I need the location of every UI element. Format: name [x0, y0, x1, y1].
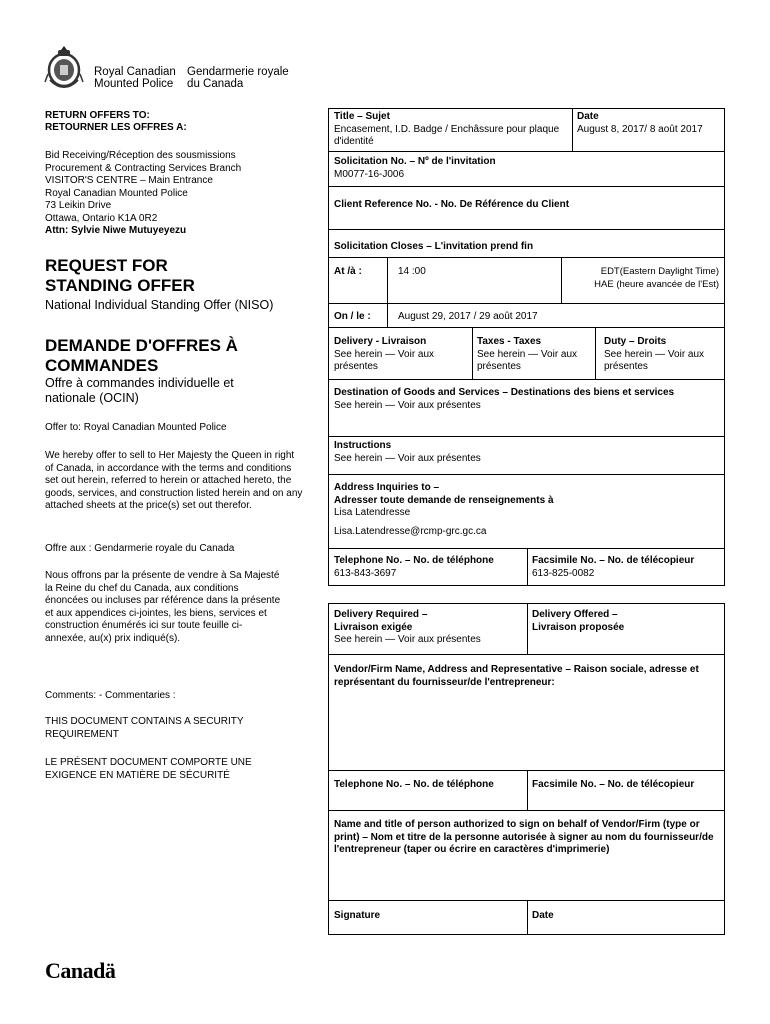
timezone-fr: HAE (heure avancée de l'Est) [594, 278, 719, 290]
inquiries-field [329, 480, 724, 540]
org-fr-line2: du Canada [187, 78, 244, 90]
delivery-offered-label-en: Delivery Offered – [532, 609, 618, 620]
attention-line: Attn: Sylvie Niwe Mutuyeyezu [45, 225, 187, 236]
delivery-offered-field[interactable] [527, 607, 725, 636]
at-time-value: 14 :00 [398, 266, 426, 277]
signature-block [328, 810, 725, 935]
duty-label: Duty – Droits [604, 336, 667, 347]
return-offers-fr: RETOURNER LES OFFRES A: [45, 122, 187, 133]
delivery-required-field [329, 607, 527, 649]
timezone [569, 264, 724, 293]
solicitation-closes-label: Solicitation Closes – L'invitation prend fin [334, 241, 534, 252]
date-value: August 8, 2017/ 8 août 2017 [577, 123, 703, 135]
destination-field [329, 385, 724, 414]
security-notice-fr: LE PRÉSENT DOCUMENT COMPORTE UNE EXIGENCE EN MATIÈRE DE SÉCURITÉ [45, 757, 252, 781]
on-label: On / le : [334, 311, 371, 322]
address-line: Ottawa, Ontario K1A 0R2 [45, 212, 158, 224]
solicitation-block [328, 108, 725, 258]
contact-block [328, 436, 725, 586]
telephone-value: 613-843-3697 [334, 567, 397, 579]
solicitation-number-value: M0077-16-J006 [334, 168, 405, 180]
instructions-value: See herein — Voir aux présentes [334, 452, 481, 464]
request-title [45, 256, 303, 296]
instructions-field [329, 438, 724, 467]
canada-wordmark: Canadä [45, 958, 116, 983]
taxes-field [472, 334, 595, 376]
demande-title [45, 336, 303, 376]
delivery-offered-label-fr: Livraison proposée [532, 621, 625, 633]
telephone-field [329, 553, 527, 582]
duty-field [599, 334, 724, 376]
inquiries-label-fr: Adresser toute demande de renseignements à [334, 494, 554, 506]
offer-to-en: Offer to: Royal Canadian Mounted Police [45, 422, 227, 433]
security-notice-en: THIS DOCUMENT CONTAINS A SECURITY REQUIREMENT [45, 716, 244, 740]
delivery-field [329, 334, 472, 376]
address-line: Royal Canadian Mounted Police [45, 187, 188, 199]
return-address [45, 150, 303, 238]
instructions-label: Instructions [334, 440, 392, 451]
at-label: At /à : [334, 266, 362, 277]
fax-label: Facsimile No. – No. de télécopieur [532, 555, 695, 566]
vendor-name-field[interactable]: Vendor/Firm Name, Address and Representative – Raison sociale, adresse et représentant du fournisseur/de l'entrepreneur: [334, 664, 699, 688]
demande-title-line2: COMMANDES [45, 356, 159, 375]
comments-label: Comments: - Commentaries : [45, 690, 176, 701]
rcmp-crest-icon [44, 44, 84, 90]
solicitation-number-label: Solicitation No. – Nº de l'invitation [334, 156, 496, 167]
client-reference-label: Client Reference No. - No. De Référence du Client [334, 199, 570, 210]
address-line: VISITOR'S CENTRE – Main Entrance [45, 175, 213, 186]
delivery-required-value: See herein — Voir aux présentes [334, 634, 481, 645]
offer-to-fr: Offre aux : Gendarmerie royale du Canada [45, 543, 235, 554]
destination-value: See herein — Voir aux présentes [334, 399, 481, 411]
authorized-person-field[interactable]: Name and title of person authorized to sign on behalf of Vendor/Firm (type or print) – Nom et titre de la personne autorisée à signer au nom du fournisseur/de l'entrepreneur (taper ou écrire en caractères d'imprimerie) [334, 819, 714, 855]
request-title-line2: STANDING OFFER [45, 276, 195, 295]
offer-text-en: We hereby offer to sell to Her Majesty the Queen in right of Canada, in accordance with the terms and conditions set out herein, referred to herein or attached hereto, the goods, services, and construction listed herein and on any attached sheets at the price(s) set out therefor. [45, 450, 303, 511]
duty-value: See herein — Voir aux présentes [604, 348, 705, 372]
inquiries-email: Lisa.Latendresse@rcmp-grc.gc.ca [334, 525, 487, 537]
signature-date-field[interactable]: Date [532, 910, 554, 921]
delivery-value: See herein — Voir aux présentes [334, 348, 435, 372]
fax-field [527, 553, 725, 582]
vendor-fax-field[interactable]: Facsimile No. – No. de télécopieur [532, 779, 695, 790]
title-label: Title – Sujet [334, 111, 390, 122]
telephone-label: Telephone No. – No. de téléphone [334, 555, 494, 566]
date-label: Date [577, 111, 599, 122]
delivery-label: Delivery - Livraison [334, 336, 427, 347]
signature-field[interactable]: Signature [334, 910, 381, 921]
org-fr-line1: Gendarmerie royale [187, 66, 289, 78]
address-line: Procurement & Contracting Services Branch [45, 162, 242, 174]
taxes-value: See herein — Voir aux présentes [477, 348, 578, 372]
on-date-value: August 29, 2017 / 29 août 2017 [398, 311, 538, 322]
title-field [329, 109, 572, 151]
address-line: Bid Receiving/Réception des sousmissions [45, 150, 236, 161]
delivery-required-label-fr: Livraison exigée [334, 621, 413, 633]
return-offers-en: RETURN OFFERS TO: [45, 110, 150, 121]
demande-title-line1: DEMANDE D'OFFRES À [45, 336, 238, 355]
title-value: Encasement, I.D. Badge / Enchâssure pour plaque d'identité [334, 123, 560, 147]
closing-delivery-block [328, 257, 725, 437]
address-line: 73 Leikin Drive [45, 200, 112, 211]
taxes-label: Taxes - Taxes [477, 336, 542, 347]
org-en-line2: Mounted Police [94, 78, 174, 90]
request-subtitle: National Individual Standing Offer (NISO) [45, 298, 274, 312]
request-title-line1: REQUEST FOR [45, 256, 168, 275]
solicitation-number-field [329, 154, 724, 183]
vendor-block [328, 603, 725, 811]
demande-subtitle: Offre à commandes individuelle et nationale (OCIN) [45, 376, 234, 405]
delivery-required-label-en: Delivery Required – [334, 609, 428, 620]
vendor-telephone-field[interactable]: Telephone No. – No. de téléphone [334, 779, 494, 790]
date-field [572, 109, 724, 138]
timezone-en: EDT(Eastern Daylight Time) [600, 266, 719, 277]
fax-value: 613-825-0082 [532, 567, 595, 579]
inquiries-name: Lisa Latendresse [334, 507, 411, 518]
org-en-line1: Royal Canadian [94, 66, 176, 78]
inquiries-label-en: Address Inquiries to – [334, 482, 440, 493]
destination-label: Destination of Goods and Services – Destinations des biens et services [334, 387, 675, 398]
offer-text-fr: Nous offrons par la présente de vendre à Sa Majesté la Reine du chef du Canada, aux conditions énoncées ou incluses par référence dans la présente et aux appendices ci-jointes, les biens, services et construction énumérés ici sur toute feuille ci-annexée, au(x) prix indiqué(s). [45, 570, 281, 644]
organization-name [94, 66, 297, 90]
